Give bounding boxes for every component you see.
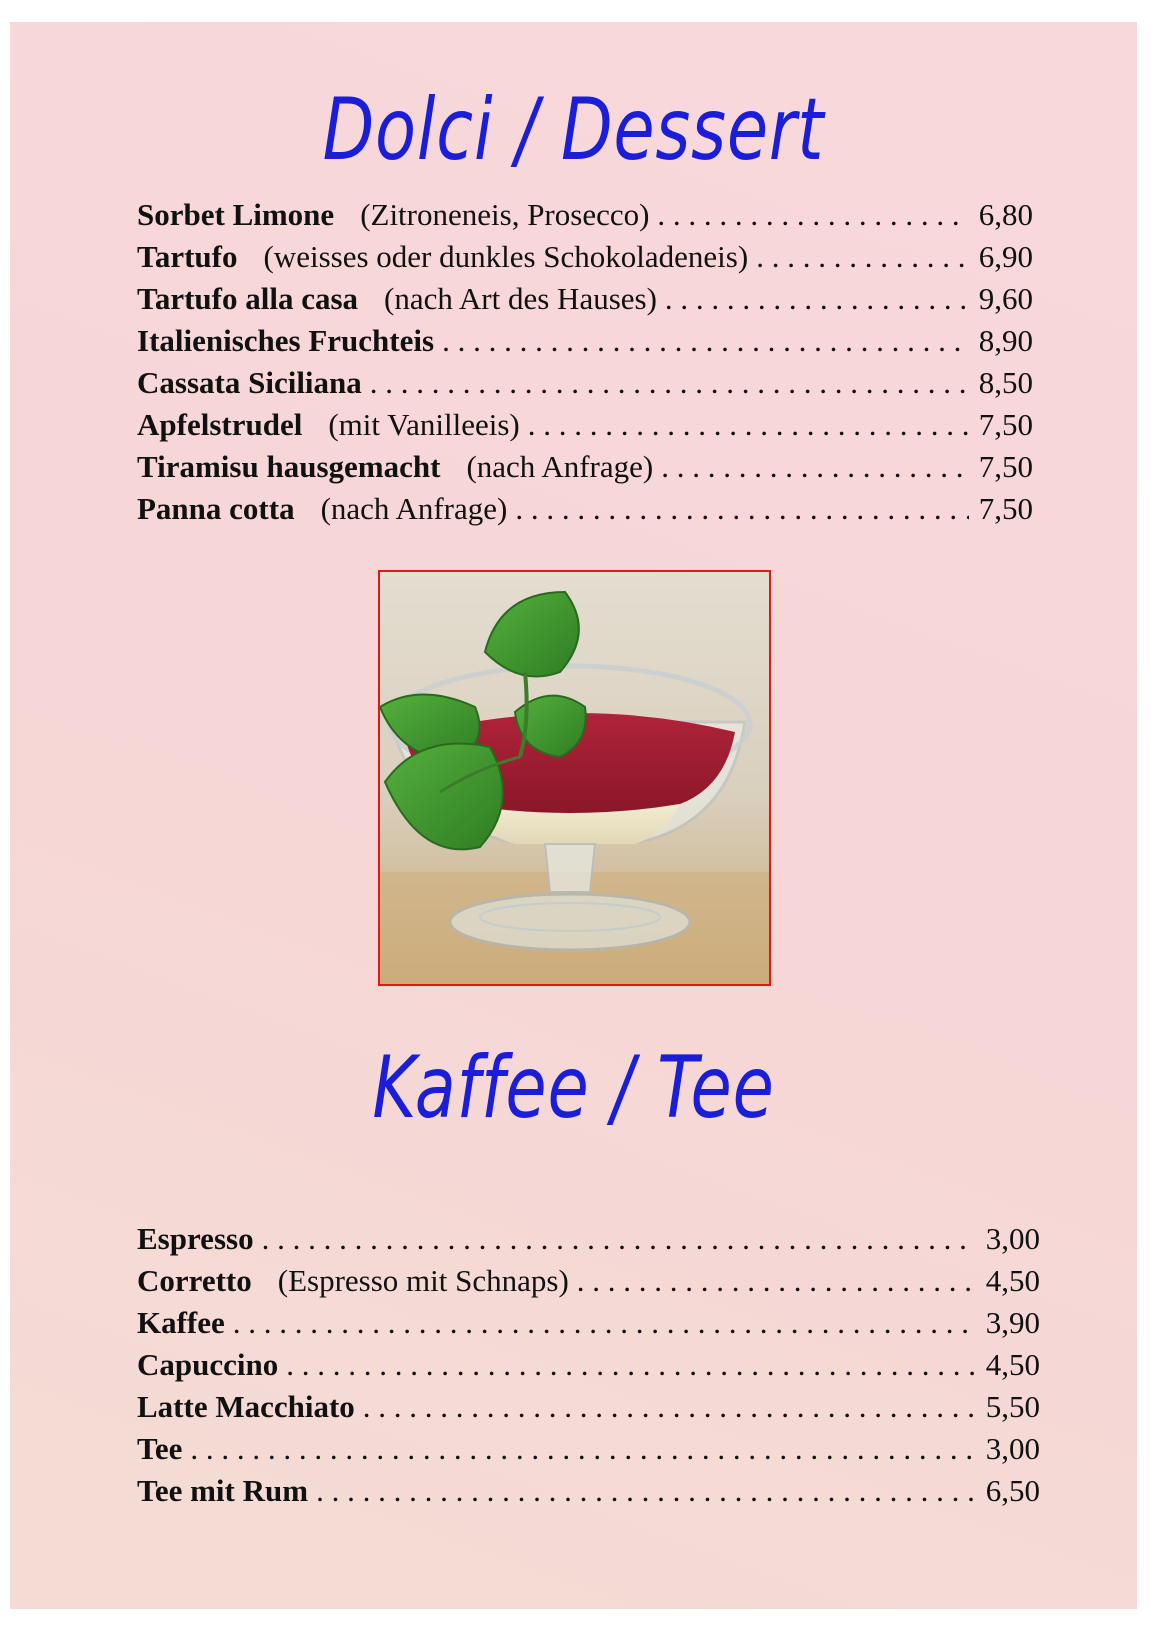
dot-leader: [363, 1386, 976, 1428]
item-price: 3,90: [985, 1305, 1040, 1340]
item-description: (weisses oder dunkles Schokoladeneis): [263, 239, 749, 274]
menu-item: [137, 194, 1033, 236]
item-price: 5,50: [985, 1389, 1040, 1424]
dot-leader: [661, 446, 969, 488]
item-name: Tartufo: [137, 239, 238, 274]
item-price: 6,90: [978, 239, 1033, 274]
dot-leader: [442, 320, 969, 362]
item-price: 4,50: [985, 1347, 1040, 1382]
item-description: (mit Vanilleeis): [328, 407, 520, 442]
menu-item: [137, 1302, 1040, 1344]
dot-leader: [528, 404, 969, 446]
item-price: 7,50: [978, 407, 1033, 442]
item-name: Panna cotta: [137, 491, 295, 526]
dot-leader: [665, 278, 969, 320]
dot-leader: [515, 488, 968, 530]
dessert-glass-illustration: [380, 572, 769, 984]
menu-item: [137, 362, 1033, 404]
item-name: Italienisches Fruchteis: [137, 323, 435, 358]
menu-item: [137, 1470, 1040, 1512]
item-price: 3,00: [985, 1431, 1040, 1466]
dot-leader: [756, 236, 969, 278]
item-price: 3,00: [985, 1221, 1040, 1256]
item-price: 4,50: [985, 1263, 1040, 1298]
item-description: (nach Anfrage): [466, 449, 654, 484]
item-name: Espresso: [137, 1221, 254, 1256]
item-name: Apfelstrudel: [137, 407, 303, 442]
dot-leader: [262, 1218, 976, 1260]
dot-leader: [370, 362, 969, 404]
menu-item: [137, 320, 1033, 362]
item-price: 7,50: [978, 491, 1033, 526]
dot-leader: [233, 1302, 976, 1344]
item-name: Corretto: [137, 1263, 252, 1298]
menu-item: [137, 1344, 1040, 1386]
item-price: 7,50: [978, 449, 1033, 484]
dot-leader: [190, 1428, 975, 1470]
kaffee-menu-list: [137, 1218, 1040, 1512]
item-description: (Zitroneneis, Prosecco): [360, 197, 650, 232]
dolci-title: Dolci / Dessert: [322, 80, 825, 180]
menu-item: [137, 1260, 1040, 1302]
item-description: (Espresso mit Schnaps): [277, 1263, 569, 1298]
menu-item: [137, 1218, 1040, 1260]
menu-item: [137, 488, 1033, 530]
menu-item: [137, 278, 1033, 320]
item-name: Tartufo alla casa: [137, 281, 359, 316]
menu-page: [10, 22, 1137, 1609]
item-name: Latte Macchiato: [137, 1389, 355, 1424]
dot-leader: [286, 1344, 976, 1386]
item-name: Tee: [137, 1431, 183, 1466]
dot-leader: [316, 1470, 976, 1512]
menu-item: [137, 446, 1033, 488]
item-name: Tee mit Rum: [137, 1473, 309, 1508]
item-price: 8,90: [978, 323, 1033, 358]
item-description: (nach Art des Hauses): [384, 281, 657, 316]
menu-item: [137, 1428, 1040, 1470]
panna-cotta-photo: [378, 570, 771, 986]
dolci-menu-list: [137, 194, 1033, 530]
dot-leader: [577, 1260, 976, 1302]
item-price: 6,50: [985, 1473, 1040, 1508]
dot-leader: [657, 194, 968, 236]
item-description: (nach Anfrage): [320, 491, 508, 526]
kaffee-title: Kaffee / Tee: [372, 1038, 775, 1138]
item-name: Capuccino: [137, 1347, 279, 1382]
item-price: 9,60: [978, 281, 1033, 316]
item-name: Tiramisu hausgemacht: [137, 449, 441, 484]
item-name: Kaffee: [137, 1305, 225, 1340]
menu-item: [137, 1386, 1040, 1428]
menu-item: [137, 404, 1033, 446]
item-name: Sorbet Limone: [137, 197, 335, 232]
item-price: 6,80: [978, 197, 1033, 232]
item-price: 8,50: [978, 365, 1033, 400]
menu-item: [137, 236, 1033, 278]
item-name: Cassata Siciliana: [137, 365, 362, 400]
